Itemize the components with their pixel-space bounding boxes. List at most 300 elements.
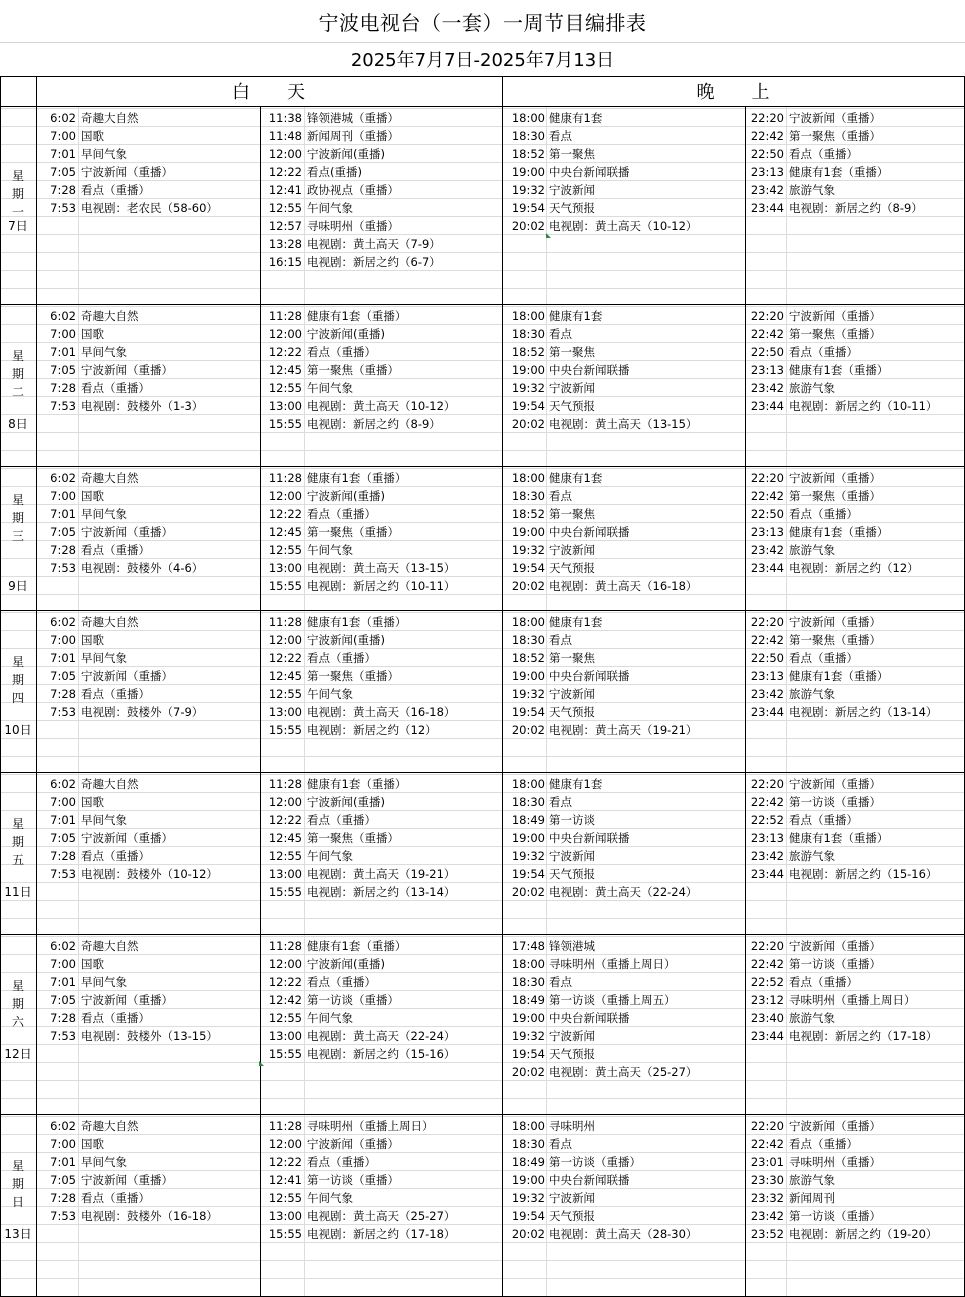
program-time: 18:00 bbox=[511, 1119, 545, 1133]
program-title: 中央台新闻联播 bbox=[549, 525, 630, 539]
program-title: 中央台新闻联播 bbox=[549, 669, 630, 683]
program-title: 电视剧：黄土高天（25-27） bbox=[549, 1065, 698, 1079]
program-time: 22:50 bbox=[750, 147, 784, 161]
program-title: 第一聚焦（重播） bbox=[307, 669, 399, 683]
program-entry bbox=[0, 397, 965, 415]
program-title: 电视剧：黄土高天（16-18） bbox=[549, 579, 698, 593]
program-time: 11:28 bbox=[268, 309, 302, 323]
program-title: 电视剧：鼓楼外（10-12） bbox=[81, 867, 218, 881]
day-name-char: 期 bbox=[11, 673, 24, 687]
program-title: 第一访谈（重播） bbox=[549, 1155, 641, 1169]
program-time: 12:22 bbox=[268, 813, 302, 827]
program-time: 19:32 bbox=[511, 543, 545, 557]
program-time: 18:30 bbox=[511, 795, 545, 809]
program-title: 旅游气象 bbox=[789, 849, 835, 863]
program-time: 20:02 bbox=[511, 723, 545, 737]
program-time: 7:28 bbox=[50, 849, 76, 863]
program-time: 7:00 bbox=[50, 633, 76, 647]
program-entry bbox=[0, 487, 965, 505]
program-time: 7:05 bbox=[50, 165, 76, 179]
program-time: 12:22 bbox=[268, 345, 302, 359]
program-title: 电视剧：黄土高天（19-21） bbox=[549, 723, 698, 737]
program-title: 奇趣大自然 bbox=[81, 111, 139, 125]
program-title: 早间气象 bbox=[81, 651, 127, 665]
day-name-char: 二 bbox=[11, 385, 24, 399]
program-time: 19:32 bbox=[511, 849, 545, 863]
program-time: 7:00 bbox=[50, 795, 76, 809]
day-name-char: 星 bbox=[11, 493, 24, 507]
program-time: 19:00 bbox=[511, 831, 545, 845]
program-title: 健康有1套（重播） bbox=[789, 363, 889, 377]
program-entry bbox=[0, 937, 965, 955]
program-time: 7:00 bbox=[50, 129, 76, 143]
day-date: 7日 bbox=[8, 219, 28, 233]
program-time: 7:53 bbox=[50, 867, 76, 881]
program-title: 天气预报 bbox=[549, 561, 595, 575]
program-title: 电视剧：黄土高天（10-12） bbox=[549, 219, 698, 233]
program-entry bbox=[0, 361, 965, 379]
program-title: 第一访谈（重播） bbox=[307, 1173, 399, 1187]
day-separator bbox=[0, 610, 965, 611]
program-title: 看点（重播） bbox=[307, 651, 376, 665]
program-title: 看点（重播） bbox=[81, 381, 150, 395]
program-entry bbox=[0, 469, 965, 487]
program-title: 宁波新闻(重播) bbox=[307, 795, 385, 809]
program-title: 电视剧：黄土高天（25-27） bbox=[307, 1209, 456, 1223]
program-time: 22:42 bbox=[750, 633, 784, 647]
program-title: 看点（重播） bbox=[789, 1137, 858, 1151]
program-time: 12:00 bbox=[268, 1137, 302, 1151]
program-time: 20:02 bbox=[511, 219, 545, 233]
program-entry bbox=[0, 811, 965, 829]
program-title: 宁波新闻 bbox=[549, 687, 595, 701]
program-time: 6:02 bbox=[50, 111, 76, 125]
program-time: 12:45 bbox=[268, 363, 302, 377]
program-title: 看点（重播） bbox=[789, 507, 858, 521]
program-time: 12:22 bbox=[268, 1155, 302, 1169]
program-time: 19:00 bbox=[511, 1173, 545, 1187]
program-title: 健康有1套 bbox=[549, 615, 603, 629]
program-time: 7:01 bbox=[50, 651, 76, 665]
day-name-char: 星 bbox=[11, 817, 24, 831]
program-time: 13:00 bbox=[268, 399, 302, 413]
program-time: 22:42 bbox=[750, 1137, 784, 1151]
program-title: 新闻周刊 bbox=[789, 1191, 835, 1205]
program-time: 18:49 bbox=[511, 993, 545, 1007]
program-time: 19:54 bbox=[511, 561, 545, 575]
program-time: 12:55 bbox=[268, 849, 302, 863]
program-time: 22:42 bbox=[750, 795, 784, 809]
program-title: 早间气象 bbox=[81, 507, 127, 521]
program-time: 7:53 bbox=[50, 1029, 76, 1043]
program-entry bbox=[0, 253, 965, 271]
program-title: 看点（重播） bbox=[81, 687, 150, 701]
program-time: 7:05 bbox=[50, 993, 76, 1007]
program-time: 18:00 bbox=[511, 471, 545, 485]
program-time: 12:45 bbox=[268, 525, 302, 539]
program-title: 午间气象 bbox=[307, 201, 353, 215]
program-time: 18:49 bbox=[511, 1155, 545, 1169]
program-entry bbox=[0, 991, 965, 1009]
program-title: 健康有1套 bbox=[549, 471, 603, 485]
program-title: 中央台新闻联播 bbox=[549, 1173, 630, 1187]
program-time: 7:00 bbox=[50, 327, 76, 341]
program-title: 旅游气象 bbox=[789, 1011, 835, 1025]
program-time: 19:00 bbox=[511, 363, 545, 377]
program-entry bbox=[0, 1189, 965, 1207]
program-title: 健康有1套（重播） bbox=[307, 309, 407, 323]
program-title: 午间气象 bbox=[307, 1191, 353, 1205]
program-time: 22:52 bbox=[750, 975, 784, 989]
program-title: 看点（重播） bbox=[81, 543, 150, 557]
program-time: 23:44 bbox=[750, 1029, 784, 1043]
program-entry bbox=[0, 1009, 965, 1027]
program-title: 电视剧：鼓楼外（13-15） bbox=[81, 1029, 218, 1043]
program-time: 12:57 bbox=[268, 219, 302, 233]
program-title: 旅游气象 bbox=[789, 381, 835, 395]
program-time: 11:48 bbox=[268, 129, 302, 143]
program-title: 电视剧：黄土高天（10-12） bbox=[307, 399, 456, 413]
program-time: 18:49 bbox=[511, 813, 545, 827]
program-title: 国歌 bbox=[81, 1137, 104, 1151]
program-title: 健康有1套（重播） bbox=[307, 777, 407, 791]
program-entry bbox=[0, 793, 965, 811]
program-time: 20:02 bbox=[511, 1227, 545, 1241]
program-title: 奇趣大自然 bbox=[81, 939, 139, 953]
program-entry bbox=[0, 955, 965, 973]
program-time: 6:02 bbox=[50, 939, 76, 953]
day-separator bbox=[0, 466, 965, 467]
program-time: 13:00 bbox=[268, 1029, 302, 1043]
program-time: 7:05 bbox=[50, 1173, 76, 1187]
daytime-header-a: 白 bbox=[232, 82, 251, 103]
program-title: 第一聚焦 bbox=[549, 345, 595, 359]
program-time: 12:41 bbox=[268, 183, 302, 197]
program-time: 12:55 bbox=[268, 201, 302, 215]
program-time: 18:00 bbox=[511, 777, 545, 791]
program-time: 11:28 bbox=[268, 777, 302, 791]
program-entry bbox=[0, 1153, 965, 1171]
program-time: 19:32 bbox=[511, 1029, 545, 1043]
program-title: 宁波新闻（重播） bbox=[789, 309, 881, 323]
program-time: 22:20 bbox=[750, 777, 784, 791]
program-time: 12:55 bbox=[268, 543, 302, 557]
program-title: 电视剧：新居之约（6-7） bbox=[307, 255, 441, 269]
program-entry bbox=[0, 415, 965, 433]
program-title: 电视剧：老农民（58-60） bbox=[81, 201, 218, 215]
row-gridline bbox=[0, 1098, 965, 1099]
program-time: 13:00 bbox=[268, 705, 302, 719]
program-title: 看点（重播） bbox=[307, 975, 376, 989]
row-gridline bbox=[0, 756, 965, 757]
program-entry bbox=[0, 181, 965, 199]
program-title: 宁波新闻（重播） bbox=[789, 111, 881, 125]
program-title: 看点（重播） bbox=[81, 1011, 150, 1025]
program-entry bbox=[0, 145, 965, 163]
day-name-char: 期 bbox=[11, 997, 24, 1011]
program-title: 国歌 bbox=[81, 795, 104, 809]
program-title: 宁波新闻(重播) bbox=[307, 147, 385, 161]
program-entry bbox=[0, 343, 965, 361]
program-time: 23:13 bbox=[750, 165, 784, 179]
program-title: 午间气象 bbox=[307, 1011, 353, 1025]
day-name-char: 期 bbox=[11, 511, 24, 525]
program-time: 13:00 bbox=[268, 867, 302, 881]
program-title: 早间气象 bbox=[81, 147, 127, 161]
program-title: 看点（重播） bbox=[81, 849, 150, 863]
day-name-char: 四 bbox=[11, 691, 24, 705]
program-time: 12:41 bbox=[268, 1173, 302, 1187]
program-title: 电视剧：黄土高天（16-18） bbox=[307, 705, 456, 719]
program-time: 19:54 bbox=[511, 201, 545, 215]
program-title: 宁波新闻（重播） bbox=[81, 669, 173, 683]
program-title: 第一访谈（重播上周五） bbox=[549, 993, 676, 1007]
program-time: 12:00 bbox=[268, 795, 302, 809]
program-time: 7:28 bbox=[50, 687, 76, 701]
program-time: 19:00 bbox=[511, 669, 545, 683]
day-name-char: 星 bbox=[11, 169, 24, 183]
day-name-char: 期 bbox=[11, 367, 24, 381]
program-time: 7:01 bbox=[50, 507, 76, 521]
program-time: 12:00 bbox=[268, 633, 302, 647]
program-title: 第一访谈（重播） bbox=[789, 1209, 881, 1223]
program-title: 健康有1套（重播） bbox=[307, 471, 407, 485]
program-time: 23:13 bbox=[750, 831, 784, 845]
page-title: 宁波电视台（一套）一周节目编排表 bbox=[0, 0, 965, 43]
program-time: 22:52 bbox=[750, 813, 784, 827]
program-entry bbox=[0, 883, 965, 901]
program-time: 7:01 bbox=[50, 147, 76, 161]
program-time: 23:52 bbox=[750, 1227, 784, 1241]
program-entry bbox=[0, 1063, 965, 1081]
program-time: 23:13 bbox=[750, 363, 784, 377]
program-title: 新闻周刊（重播） bbox=[307, 129, 399, 143]
program-title: 早间气象 bbox=[81, 345, 127, 359]
program-time: 18:30 bbox=[511, 975, 545, 989]
program-entry bbox=[0, 847, 965, 865]
program-title: 国歌 bbox=[81, 129, 104, 143]
evening-header bbox=[502, 76, 965, 106]
program-title: 第一聚焦 bbox=[549, 507, 595, 521]
program-time: 12:00 bbox=[268, 489, 302, 503]
program-title: 寻味明州（重播上周日） bbox=[307, 1119, 434, 1133]
program-time: 19:32 bbox=[511, 381, 545, 395]
program-entry bbox=[0, 613, 965, 631]
program-time: 19:32 bbox=[511, 183, 545, 197]
program-time: 20:02 bbox=[511, 579, 545, 593]
program-title: 国歌 bbox=[81, 633, 104, 647]
program-time: 13:00 bbox=[268, 561, 302, 575]
day-name-char: 期 bbox=[11, 1177, 24, 1191]
program-title: 电视剧：黄土高天（19-21） bbox=[307, 867, 456, 881]
program-title: 电视剧：新居之约（8-9） bbox=[307, 417, 441, 431]
program-title: 早间气象 bbox=[81, 1155, 127, 1169]
program-entry bbox=[0, 217, 965, 235]
program-title: 看点（重播） bbox=[789, 651, 858, 665]
program-title: 看点 bbox=[549, 327, 572, 341]
program-time: 23:44 bbox=[750, 201, 784, 215]
program-title: 宁波新闻（重播） bbox=[81, 993, 173, 1007]
program-time: 23:13 bbox=[750, 525, 784, 539]
program-time: 19:00 bbox=[511, 165, 545, 179]
program-title: 奇趣大自然 bbox=[81, 777, 139, 791]
program-title: 第一聚焦（重播） bbox=[789, 489, 881, 503]
program-time: 12:00 bbox=[268, 147, 302, 161]
program-time: 7:00 bbox=[50, 489, 76, 503]
day-name-char: 三 bbox=[11, 529, 24, 543]
program-title: 看点（重播） bbox=[307, 507, 376, 521]
program-time: 22:20 bbox=[750, 939, 784, 953]
program-time: 19:00 bbox=[511, 525, 545, 539]
program-time: 7:05 bbox=[50, 669, 76, 683]
program-title: 看点 bbox=[549, 633, 572, 647]
program-title: 电视剧：黄土高天（13-15） bbox=[307, 561, 456, 575]
program-title: 电视剧：黄土高天（7-9） bbox=[307, 237, 441, 251]
program-time: 15:55 bbox=[268, 885, 302, 899]
program-time: 19:54 bbox=[511, 867, 545, 881]
program-title: 电视剧：新居之约（13-14） bbox=[307, 885, 456, 899]
program-title: 第一访谈（重播） bbox=[307, 993, 399, 1007]
program-entry bbox=[0, 1135, 965, 1153]
program-entry bbox=[0, 523, 965, 541]
program-entry bbox=[0, 829, 965, 847]
program-time: 11:28 bbox=[268, 615, 302, 629]
program-entry bbox=[0, 973, 965, 991]
program-title: 第一访谈 bbox=[549, 813, 595, 827]
program-title: 电视剧：新居之约（17-18） bbox=[307, 1227, 456, 1241]
program-entry bbox=[0, 667, 965, 685]
program-time: 7:00 bbox=[50, 1137, 76, 1151]
day-date: 8日 bbox=[8, 417, 28, 431]
program-title: 宁波新闻 bbox=[549, 183, 595, 197]
program-title: 奇趣大自然 bbox=[81, 1119, 139, 1133]
daytime-header bbox=[36, 76, 502, 106]
row-gridline bbox=[0, 1278, 965, 1279]
program-time: 18:30 bbox=[511, 489, 545, 503]
program-title: 第一聚焦（重播） bbox=[307, 363, 399, 377]
program-time: 12:55 bbox=[268, 1191, 302, 1205]
program-title: 天气预报 bbox=[549, 1047, 595, 1061]
program-time: 22:50 bbox=[750, 345, 784, 359]
program-time: 23:42 bbox=[750, 849, 784, 863]
program-title: 午间气象 bbox=[307, 849, 353, 863]
program-title: 电视剧：新居之约（19-20） bbox=[789, 1227, 938, 1241]
date-range: 2025年7月7日-2025年7月13日 bbox=[0, 42, 965, 77]
program-time: 12:00 bbox=[268, 957, 302, 971]
program-time: 12:22 bbox=[268, 975, 302, 989]
program-time: 11:28 bbox=[268, 471, 302, 485]
program-time: 22:42 bbox=[750, 489, 784, 503]
row-gridline bbox=[0, 450, 965, 451]
program-time: 11:28 bbox=[268, 939, 302, 953]
program-entry bbox=[0, 1117, 965, 1135]
program-title: 锋领港城（重播） bbox=[307, 111, 399, 125]
program-title: 电视剧：黄土高天（22-24） bbox=[307, 1029, 456, 1043]
row-gridline bbox=[0, 918, 965, 919]
program-title: 中央台新闻联播 bbox=[549, 1011, 630, 1025]
program-entry bbox=[0, 685, 965, 703]
program-time: 18:30 bbox=[511, 327, 545, 341]
program-title: 宁波新闻 bbox=[549, 1191, 595, 1205]
program-time: 22:20 bbox=[750, 471, 784, 485]
program-time: 6:02 bbox=[50, 615, 76, 629]
program-time: 23:42 bbox=[750, 543, 784, 557]
program-title: 天气预报 bbox=[549, 867, 595, 881]
program-entry bbox=[0, 163, 965, 181]
program-time: 23:32 bbox=[750, 1191, 784, 1205]
program-title: 宁波新闻（重播） bbox=[789, 615, 881, 629]
program-time: 23:44 bbox=[750, 399, 784, 413]
program-time: 7:53 bbox=[50, 1209, 76, 1223]
program-title: 午间气象 bbox=[307, 687, 353, 701]
program-title: 电视剧：黄土高天（28-30） bbox=[549, 1227, 698, 1241]
day-name-char: 期 bbox=[11, 835, 24, 849]
program-entry bbox=[0, 325, 965, 343]
program-title: 旅游气象 bbox=[789, 1173, 835, 1187]
header-bottom-border bbox=[0, 106, 965, 107]
program-time: 15:55 bbox=[268, 579, 302, 593]
program-title: 宁波新闻 bbox=[549, 1029, 595, 1043]
program-title: 电视剧：新居之约（15-16） bbox=[307, 1047, 456, 1061]
program-entry bbox=[0, 1207, 965, 1225]
program-title: 宁波新闻（重播） bbox=[81, 363, 173, 377]
program-time: 12:22 bbox=[268, 165, 302, 179]
program-time: 12:45 bbox=[268, 831, 302, 845]
program-entry bbox=[0, 721, 965, 739]
program-time: 18:52 bbox=[511, 507, 545, 521]
program-time: 23:01 bbox=[750, 1155, 784, 1169]
program-title: 第一访谈（重播） bbox=[789, 795, 881, 809]
program-title: 第一聚焦（重播） bbox=[789, 327, 881, 341]
day-name-char: 五 bbox=[11, 853, 24, 867]
program-title: 电视剧：鼓楼外（7-9） bbox=[81, 705, 204, 719]
program-title: 健康有1套（重播） bbox=[789, 525, 889, 539]
program-time: 18:52 bbox=[511, 651, 545, 665]
program-time: 18:52 bbox=[511, 345, 545, 359]
program-time: 7:00 bbox=[50, 957, 76, 971]
program-time: 12:42 bbox=[268, 993, 302, 1007]
program-time: 18:00 bbox=[511, 111, 545, 125]
day-separator bbox=[0, 772, 965, 773]
program-time: 20:02 bbox=[511, 1065, 545, 1079]
program-time: 7:05 bbox=[50, 831, 76, 845]
program-entry bbox=[0, 775, 965, 793]
program-title: 看点（重播） bbox=[789, 975, 858, 989]
program-time: 19:54 bbox=[511, 1209, 545, 1223]
program-title: 电视剧：新居之约（12） bbox=[789, 561, 919, 575]
program-title: 天气预报 bbox=[549, 1209, 595, 1223]
program-time: 6:02 bbox=[50, 1119, 76, 1133]
program-title: 看点（重播） bbox=[789, 345, 858, 359]
program-time: 7:05 bbox=[50, 525, 76, 539]
program-title: 宁波新闻（重播） bbox=[307, 1137, 399, 1151]
program-time: 7:53 bbox=[50, 399, 76, 413]
program-title: 看点（重播） bbox=[307, 813, 376, 827]
program-title: 寻味明州（重播） bbox=[307, 219, 399, 233]
program-time: 23:40 bbox=[750, 1011, 784, 1025]
program-entry bbox=[0, 1045, 965, 1063]
program-title: 宁波新闻 bbox=[549, 543, 595, 557]
program-title: 国歌 bbox=[81, 957, 104, 971]
program-title: 看点 bbox=[549, 975, 572, 989]
program-time: 7:28 bbox=[50, 543, 76, 557]
program-time: 22:20 bbox=[750, 615, 784, 629]
program-title: 第一聚焦（重播） bbox=[789, 129, 881, 143]
program-entry bbox=[0, 379, 965, 397]
program-title: 电视剧：新居之约（15-16） bbox=[789, 867, 938, 881]
program-time: 7:01 bbox=[50, 813, 76, 827]
program-title: 第一聚焦（重播） bbox=[307, 525, 399, 539]
